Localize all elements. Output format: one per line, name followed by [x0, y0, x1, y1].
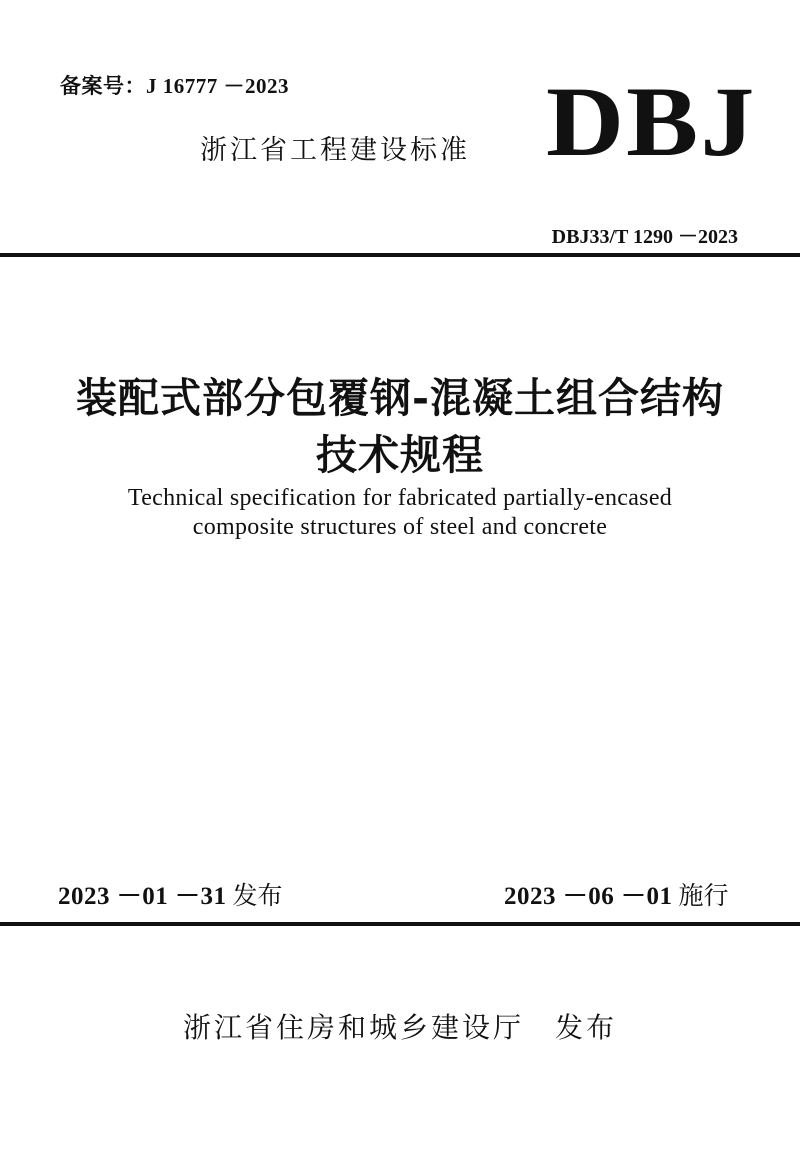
issue-label: 发布 — [232, 881, 283, 910]
publisher: 浙江省住房和城乡建设厅 发布 — [182, 1011, 617, 1044]
effective-date: 2023 －06 －01 — [504, 883, 673, 910]
title-zh-line2: 技术规程 — [316, 431, 484, 479]
issue-date: 2023 －01 －31 — [58, 883, 227, 910]
dbj-logo: DBJ — [546, 66, 757, 177]
title-zh-line1: 装配式部分包覆钢-混凝土组合结构 — [75, 374, 724, 422]
standard-type: 浙江省工程建设标准 — [200, 135, 470, 166]
top-divider — [0, 253, 800, 257]
effective-date-block — [504, 876, 729, 912]
title-en-line1: Technical specification for fabricated partially-encased — [127, 485, 673, 511]
issue-date-block — [58, 876, 283, 912]
effective-label: 施行 — [678, 881, 729, 910]
record-number: 备案号：J 16777 －2023 — [60, 74, 289, 98]
title-en-line2: composite structures of steel and concrete — [192, 514, 608, 540]
bottom-divider — [0, 922, 800, 926]
standard-code: DBJ33/T 1290 －2023 — [551, 226, 738, 248]
